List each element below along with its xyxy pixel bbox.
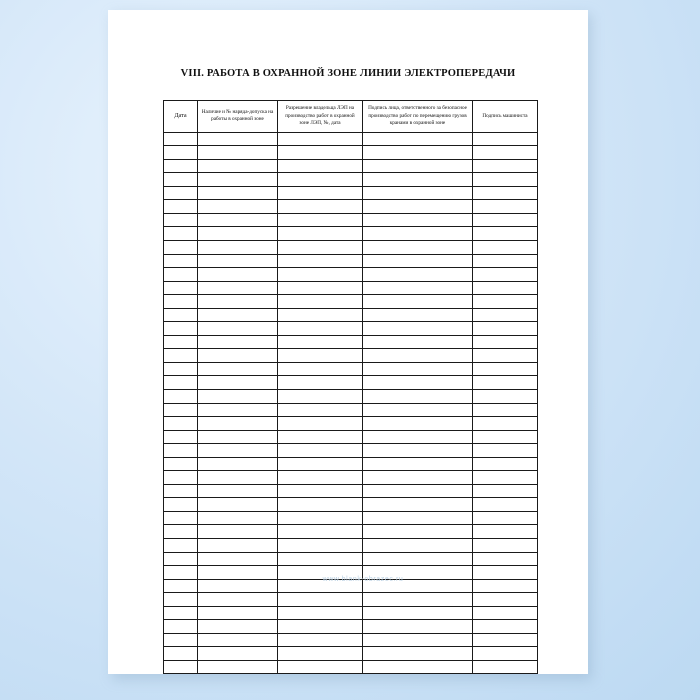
table-cell [473, 146, 538, 160]
table-cell [363, 281, 473, 295]
table-cell [164, 295, 198, 309]
table-row [164, 159, 538, 173]
table-cell [198, 159, 278, 173]
table-cell [164, 322, 198, 336]
table-cell [363, 552, 473, 566]
table-row [164, 606, 538, 620]
table-cell [278, 471, 363, 485]
table-cell [164, 132, 198, 146]
table-cell [278, 430, 363, 444]
table-cell [164, 159, 198, 173]
table-cell [363, 200, 473, 214]
table-row [164, 268, 538, 282]
table-cell [198, 186, 278, 200]
table-cell [473, 457, 538, 471]
table-cell [164, 606, 198, 620]
table-cell [278, 254, 363, 268]
table-cell [198, 132, 278, 146]
table-row [164, 308, 538, 322]
table-cell [363, 389, 473, 403]
table-cell [164, 254, 198, 268]
table-row [164, 511, 538, 525]
table-cell [473, 511, 538, 525]
table-cell [363, 484, 473, 498]
table-cell [473, 200, 538, 214]
table-cell [164, 335, 198, 349]
table-cell [164, 240, 198, 254]
table-cell [198, 633, 278, 647]
table-cell [278, 349, 363, 363]
table-cell [278, 633, 363, 647]
table-cell [473, 552, 538, 566]
table-cell [198, 362, 278, 376]
page-title: VIII. РАБОТА В ОХРАННОЙ ЗОНЕ ЛИНИИ ЭЛЕКТРОПЕРЕДАЧИ [180, 68, 516, 79]
table-row [164, 417, 538, 431]
table-cell [473, 295, 538, 309]
table-cell [198, 606, 278, 620]
table-cell [164, 186, 198, 200]
table-cell [198, 566, 278, 580]
table-cell [278, 620, 363, 634]
table-cell [198, 335, 278, 349]
table-cell [198, 498, 278, 512]
table-cell [278, 511, 363, 525]
table-cell [278, 322, 363, 336]
table-row [164, 633, 538, 647]
table-cell [164, 430, 198, 444]
table-cell [164, 566, 198, 580]
table-cell [278, 525, 363, 539]
table-cell [198, 349, 278, 363]
table-cell [473, 606, 538, 620]
table-cell [363, 566, 473, 580]
table-cell [164, 308, 198, 322]
table-row [164, 552, 538, 566]
table-row [164, 539, 538, 553]
table-cell [363, 430, 473, 444]
table-cell [278, 186, 363, 200]
table-cell [198, 254, 278, 268]
table-row [164, 498, 538, 512]
table-row [164, 403, 538, 417]
table-row [164, 173, 538, 187]
table-cell [473, 417, 538, 431]
table-cell [363, 511, 473, 525]
table-cell [164, 146, 198, 160]
table-cell [363, 132, 473, 146]
table-cell [473, 484, 538, 498]
table-row [164, 566, 538, 580]
table-cell [198, 146, 278, 160]
table-cell [473, 322, 538, 336]
table-cell [198, 593, 278, 607]
table-cell [198, 268, 278, 282]
table-cell [363, 349, 473, 363]
table-cell [164, 376, 198, 390]
table-cell [198, 376, 278, 390]
table-cell [278, 213, 363, 227]
table-cell [198, 281, 278, 295]
table-cell [164, 484, 198, 498]
table-cell [278, 173, 363, 187]
table-cell [473, 335, 538, 349]
table-row [164, 322, 538, 336]
table-cell [164, 268, 198, 282]
table-cell [164, 647, 198, 661]
document-page [108, 10, 588, 674]
table-cell [164, 539, 198, 553]
table-cell [164, 593, 198, 607]
table-cell [473, 240, 538, 254]
table-cell [363, 403, 473, 417]
table-cell [473, 213, 538, 227]
table-cell [363, 186, 473, 200]
table-cell [164, 620, 198, 634]
table-cell [198, 403, 278, 417]
table-cell [473, 620, 538, 634]
table-cell [473, 660, 538, 674]
table-header-row [164, 101, 538, 133]
table-cell [278, 606, 363, 620]
table-cell [363, 633, 473, 647]
table-cell [198, 240, 278, 254]
table-cell [198, 579, 278, 593]
table-cell [363, 539, 473, 553]
table-row [164, 213, 538, 227]
table-cell [164, 525, 198, 539]
table-cell [278, 389, 363, 403]
registry-table-wrapper [163, 100, 537, 674]
table-cell [278, 159, 363, 173]
table-row [164, 132, 538, 146]
table-cell [198, 511, 278, 525]
table-cell [164, 660, 198, 674]
table-cell [473, 389, 538, 403]
table-row [164, 240, 538, 254]
table-cell [278, 362, 363, 376]
table-cell [198, 660, 278, 674]
table-cell [278, 227, 363, 241]
table-cell [473, 376, 538, 390]
table-cell [198, 389, 278, 403]
table-cell [363, 525, 473, 539]
table-cell [473, 525, 538, 539]
table-cell [473, 471, 538, 485]
table-cell [198, 539, 278, 553]
table-cell [473, 186, 538, 200]
table-cell [473, 362, 538, 376]
table-cell [363, 159, 473, 173]
table-row [164, 200, 538, 214]
table-cell [473, 349, 538, 363]
table-cell [278, 484, 363, 498]
table-row [164, 281, 538, 295]
column-header-operator-signature: Подпись машиниста [473, 101, 538, 133]
table-cell [278, 457, 363, 471]
table-cell [278, 417, 363, 431]
table-cell [278, 593, 363, 607]
table-cell [278, 498, 363, 512]
table-cell [164, 213, 198, 227]
table-cell [164, 457, 198, 471]
table-cell [473, 268, 538, 282]
table-cell [278, 660, 363, 674]
table-row [164, 593, 538, 607]
table-cell [278, 539, 363, 553]
table-cell [164, 389, 198, 403]
table-cell [278, 566, 363, 580]
registry-table [163, 100, 538, 674]
table-cell [198, 295, 278, 309]
table-cell [278, 295, 363, 309]
table-row [164, 389, 538, 403]
table-cell [363, 146, 473, 160]
column-header-permit-number: Наличие и № наряда-допуска на работы в охранной зоне [198, 101, 278, 133]
table-cell [278, 308, 363, 322]
table-cell [363, 254, 473, 268]
table-cell [363, 471, 473, 485]
table-cell [164, 227, 198, 241]
table-cell [278, 268, 363, 282]
table-cell [198, 444, 278, 458]
table-cell [473, 403, 538, 417]
table-cell [198, 322, 278, 336]
table-cell [473, 254, 538, 268]
table-row [164, 620, 538, 634]
table-row [164, 146, 538, 160]
table-row [164, 430, 538, 444]
table-cell [473, 227, 538, 241]
table-cell [164, 498, 198, 512]
table-cell [363, 295, 473, 309]
table-row [164, 254, 538, 268]
table-cell [198, 525, 278, 539]
table-cell [363, 227, 473, 241]
table-cell [164, 511, 198, 525]
table-cell [473, 132, 538, 146]
table-row [164, 227, 538, 241]
table-cell [198, 308, 278, 322]
table-cell [164, 200, 198, 214]
table-cell [363, 620, 473, 634]
table-cell [473, 647, 538, 661]
table-row [164, 471, 538, 485]
table-row [164, 295, 538, 309]
table-cell [278, 444, 363, 458]
table-row [164, 579, 538, 593]
table-cell [363, 173, 473, 187]
table-cell [198, 213, 278, 227]
table-cell [363, 308, 473, 322]
table-cell [278, 552, 363, 566]
table-body [164, 132, 538, 674]
table-cell [164, 471, 198, 485]
table-cell [198, 484, 278, 498]
table-row [164, 647, 538, 661]
table-cell [164, 281, 198, 295]
table-cell [198, 430, 278, 444]
table-cell [278, 376, 363, 390]
table-cell [198, 173, 278, 187]
table-cell [363, 376, 473, 390]
table-cell [198, 647, 278, 661]
table-cell [198, 200, 278, 214]
table-row [164, 362, 538, 376]
table-cell [278, 403, 363, 417]
table-cell [363, 579, 473, 593]
table-row [164, 484, 538, 498]
table-cell [164, 579, 198, 593]
table-cell [278, 335, 363, 349]
table-row [164, 525, 538, 539]
column-header-owner-approval: Разрешение владельца ЛЭП на производство работ в охранной зоне ЛЭП, №, дата [278, 101, 363, 133]
table-cell [363, 213, 473, 227]
table-cell [198, 227, 278, 241]
table-row [164, 335, 538, 349]
table-row [164, 457, 538, 471]
table-row [164, 349, 538, 363]
table-cell [278, 240, 363, 254]
table-cell [198, 620, 278, 634]
table-cell [363, 240, 473, 254]
table-cell [164, 349, 198, 363]
watermark-text: www.blank-obrazec.ru [322, 576, 404, 583]
table-cell [363, 335, 473, 349]
table-cell [363, 498, 473, 512]
table-cell [473, 173, 538, 187]
table-cell [198, 552, 278, 566]
table-cell [164, 633, 198, 647]
table-cell [473, 566, 538, 580]
table-header [164, 101, 538, 133]
table-cell [473, 430, 538, 444]
table-cell [363, 660, 473, 674]
table-cell [198, 471, 278, 485]
table-cell [473, 159, 538, 173]
table-cell [473, 633, 538, 647]
table-cell [363, 417, 473, 431]
table-cell [363, 362, 473, 376]
table-cell [164, 403, 198, 417]
table-cell [363, 593, 473, 607]
table-row [164, 186, 538, 200]
table-cell [473, 281, 538, 295]
table-cell [363, 322, 473, 336]
table-cell [198, 417, 278, 431]
table-cell [473, 579, 538, 593]
table-cell [363, 606, 473, 620]
table-cell [473, 539, 538, 553]
table-cell [164, 417, 198, 431]
table-cell [164, 444, 198, 458]
table-row [164, 376, 538, 390]
table-cell [363, 444, 473, 458]
table-cell [278, 146, 363, 160]
table-cell [164, 552, 198, 566]
table-cell [473, 308, 538, 322]
column-header-responsible-signature: Подпись лица, ответственного за безопасное производство работ по перемещению грузов кранами в охранной зоне [363, 101, 473, 133]
table-cell [278, 132, 363, 146]
column-header-date: Дата [164, 101, 198, 133]
table-row [164, 444, 538, 458]
table-cell [278, 200, 363, 214]
table-cell [363, 647, 473, 661]
table-cell [278, 647, 363, 661]
table-cell [363, 457, 473, 471]
table-cell [164, 173, 198, 187]
table-cell [473, 593, 538, 607]
table-cell [278, 281, 363, 295]
table-row [164, 660, 538, 674]
table-cell [473, 498, 538, 512]
table-cell [363, 268, 473, 282]
table-cell [473, 444, 538, 458]
table-cell [278, 579, 363, 593]
table-cell [164, 362, 198, 376]
table-cell [198, 457, 278, 471]
